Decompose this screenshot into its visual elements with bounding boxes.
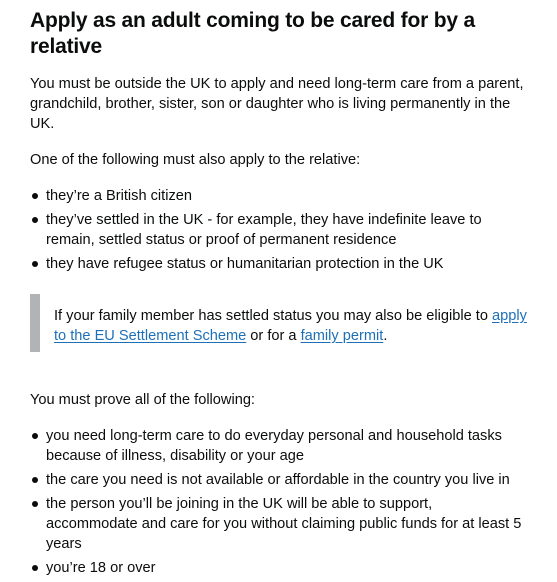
bullet-icon [32,433,38,439]
bullet-icon [32,261,38,267]
bullet-icon [32,193,38,199]
list-item: the care you need is not available or affordable in the country you live in [46,470,527,490]
inset-text: If your family member has settled status you may also be eligible to apply to the EU Settlement Scheme or for a family permit. [30,294,527,352]
relative-lead: One of the following must also apply to the relative: [30,152,361,168]
prove-list [30,426,527,578]
list-item: they’re a British citizen [46,186,527,206]
bullet-icon [32,477,38,483]
bullet-icon [32,501,38,507]
list-item: you need long-term care to do everyday personal and household tasks because of illness, disability or your age [46,426,527,466]
relative-list [30,186,527,274]
intro-paragraph: You must be outside the UK to apply and need long-term care from a parent, grandchild, brother, sister, son or daughter who is living permanently in the UK. [30,76,524,132]
family-permit-link[interactable]: family permit [300,328,384,344]
bullet-icon [32,565,38,571]
eu-settlement-scheme-link[interactable]: apply to the EU Settlement Scheme [54,308,527,344]
list-item: they’ve settled in the UK - for example, they have indefinite leave to remain, settled status or proof of permanent residence [46,210,527,250]
list-item: they have refugee status or humanitarian protection in the UK [46,254,527,274]
list-item: the person you’ll be joining in the UK will be able to support, accommodate and care for you without claiming public funds for at least 5 years [46,494,527,554]
bullet-icon [32,217,38,223]
prove-lead: You must prove all of the following: [30,392,255,408]
list-item: you’re 18 or over [46,558,527,578]
page-heading: Apply as an adult coming to be cared for by a relative [30,9,475,58]
